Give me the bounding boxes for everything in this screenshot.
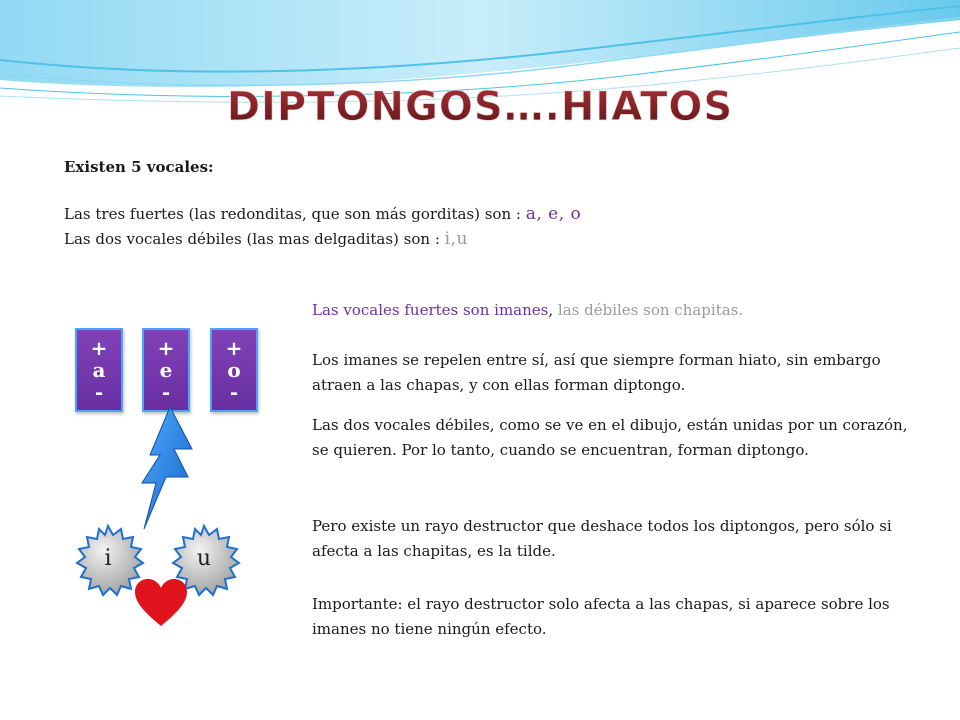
magnet-o bbox=[210, 328, 258, 412]
magnet-letter: o bbox=[227, 358, 241, 382]
magnet-plus: + bbox=[157, 336, 175, 360]
rule-separator: , bbox=[548, 301, 554, 319]
magnet-minus: - bbox=[94, 380, 104, 404]
weak-vowels-line bbox=[64, 227, 704, 252]
heart-icon bbox=[134, 578, 188, 628]
rule-weak: las débiles son chapitas. bbox=[557, 301, 744, 319]
intro-block bbox=[64, 155, 704, 252]
magnet-a bbox=[75, 328, 123, 412]
title-text: DIPTONGOS….HIATOS bbox=[226, 84, 734, 130]
page-title bbox=[226, 78, 734, 130]
strong-vowels-prefix: Las tres fuertes (las redonditas, que son más gorditas) son : bbox=[64, 205, 521, 223]
lightning-bolt-icon bbox=[140, 405, 192, 533]
cap-letter: i bbox=[104, 545, 112, 571]
magnet-minus: - bbox=[229, 380, 239, 404]
rule-strong: Las vocales fuertes son imanes bbox=[312, 301, 549, 319]
paragraph-bolt: Pero existe un rayo destructor que deshace todos los diptongos, pero sólo si afecta a las chapitas, es la tilde. bbox=[312, 517, 892, 560]
weak-vowels-list: i,u bbox=[444, 229, 468, 249]
magnet-minus: - bbox=[161, 380, 171, 404]
paragraph-weak-vowels: Las dos vocales débiles, como se ve en el dibujo, están unidas por un corazón, se quieren. Por lo tanto, cuando se encuentran, forman diptongo. bbox=[312, 416, 908, 459]
magnet-plus: + bbox=[225, 336, 243, 360]
magnet-plus: + bbox=[90, 336, 108, 360]
intro-heading: Existen 5 vocales: bbox=[64, 158, 214, 176]
paragraph-magnets: Los imanes se repelen entre sí, así que siempre forman hiato, sin embargo atraen a las chapas, y con ellas forman diptongo. bbox=[312, 351, 881, 394]
magnet-letter: e bbox=[159, 358, 173, 382]
rule-line bbox=[312, 298, 912, 323]
cap-letter: u bbox=[196, 545, 212, 571]
paragraph-important: Importante: el rayo destructor solo afecta a las chapas, si aparece sobre los imanes no tiene ningún efecto. bbox=[312, 595, 890, 638]
magnet-letter: a bbox=[92, 358, 106, 382]
magnet-e bbox=[142, 328, 190, 412]
weak-vowels-prefix: Las dos vocales débiles (las mas delgaditas) son : bbox=[64, 230, 440, 248]
strong-vowels-list: a, e, o bbox=[525, 204, 582, 224]
strong-vowels-line bbox=[64, 202, 704, 227]
